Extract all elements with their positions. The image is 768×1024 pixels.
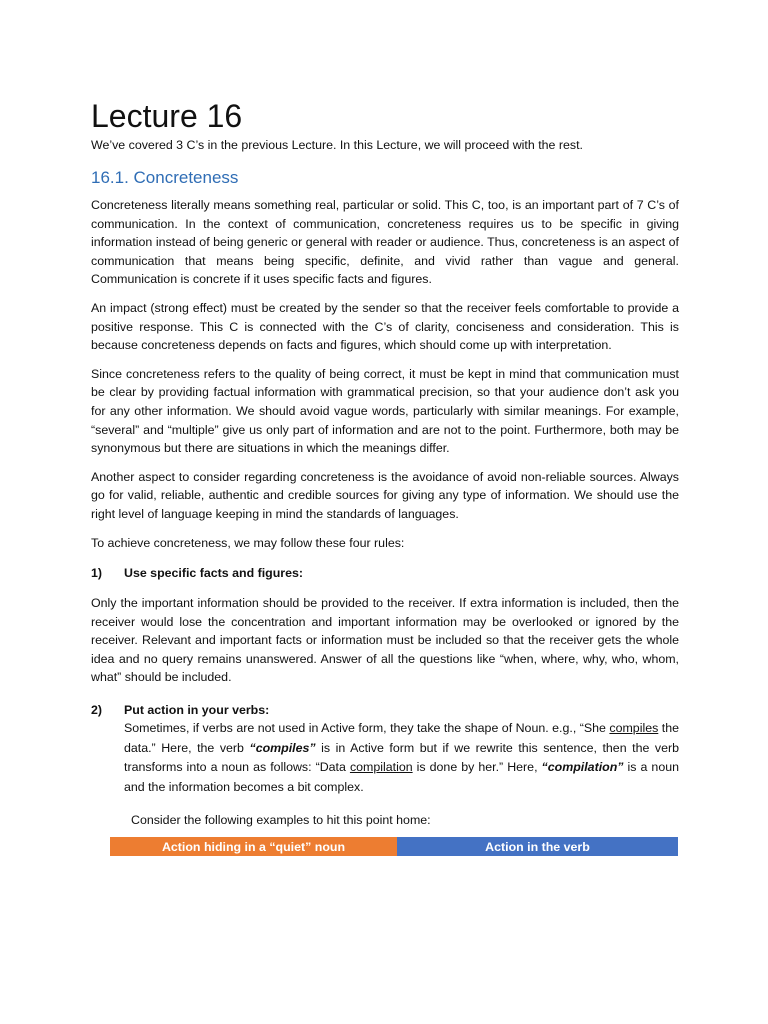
rule-1-heading bbox=[91, 564, 679, 582]
section-heading: 16.1. Concreteness bbox=[91, 168, 239, 187]
lecture-title: Lecture 16 bbox=[91, 98, 243, 134]
underlined-compilation: compilation bbox=[349, 760, 413, 775]
rule-2-body bbox=[91, 719, 679, 797]
rule-2-text-1: Sometimes, if verbs are not used in Active form, they take the shape of Noun. e.g., “She bbox=[124, 721, 610, 736]
rule-1-title: Use specific facts and figures: bbox=[124, 566, 304, 581]
rule-2-text-3: is in Active form but if we rewrite this sentence, then the verb transforms into a noun as follows: “Data bbox=[124, 740, 680, 775]
rule-2-text-5: is a noun and the information becomes a bit complex. bbox=[124, 760, 679, 794]
paragraph-4: Another aspect to consider regarding concreteness is the avoidance of avoid non-reliable sources. Always go for valid, reliable, authentic and credible sources for giving any type of information. We should use the right level of language keeping in mind the standards of languages. bbox=[91, 469, 679, 521]
page-content bbox=[91, 96, 679, 856]
paragraph-2: An impact (strong effect) must be created by the sender so that the receiver feels comfortable to provide a positive response. This C is connected with the C’s of clarity, conciseness and consideration. This is because concreteness depends on facts and figures, which should come up with interpretation. bbox=[91, 300, 679, 353]
intro-text: We’ve covered 3 C’s in the previous Lecture. In this Lecture, we will proceed with the rest. bbox=[91, 138, 583, 152]
rule-2-text-2: the data.” Here, the verb bbox=[124, 721, 679, 755]
examples-table-header bbox=[110, 837, 678, 856]
table-header-verb: Action in the verb bbox=[397, 837, 678, 856]
paragraph-5: To achieve concreteness, we may follow these four rules: bbox=[91, 535, 405, 550]
emphasis-compiles: “compiles” bbox=[249, 740, 316, 755]
rule-2-number: 2) bbox=[91, 703, 103, 718]
underlined-compiles: compiles bbox=[609, 721, 659, 736]
rule-1-number: 1) bbox=[91, 566, 103, 581]
rule-2-title: Put action in your verbs: bbox=[124, 703, 270, 718]
consider-text: Consider the following examples to hit this point home: bbox=[131, 813, 431, 828]
paragraph-1: Concreteness literally means something real, particular or solid. This C, too, is an important part of 7 C’s of communication. In the context of communication, concreteness requires us to be specific in giving information instead of being generic or general with reader or audience. Thus, concreteness is an aspect of communication that means being specific, definite, and vivid rather than vague and general. Communication is concrete if it uses specific facts and figures. bbox=[91, 198, 679, 287]
rule-2-text-4: is done by her.” Here, bbox=[412, 760, 542, 775]
table-header-noun: Action hiding in a “quiet” noun bbox=[110, 837, 397, 856]
rule-1-body: Only the important information should be provided to the receiver. If extra information is included, then the receiver would lose the concentration and important information may be overlooked or ignored by the receiver. Relevant and important facts or information must be included so that the receiver gets the whole idea and no query remains unanswered. Answer of all the questions like “when, where, why, who, whom, what” should be included. bbox=[91, 596, 679, 685]
rule-2-heading bbox=[91, 701, 679, 719]
paragraph-3: Since concreteness refers to the quality of being correct, it must be kept in mind that communication must be clear by providing factual information with grammatical precision, so that your audience don’t ask you for any other information. We should avoid vague words, particularly with similar meanings. For example, “several” and “multiple” give us only part of information and are not to the point. Furthermore, both may be synonymous but there are situations in which the meanings differ. bbox=[91, 366, 679, 456]
emphasis-compilation: “compilation” bbox=[541, 760, 624, 775]
